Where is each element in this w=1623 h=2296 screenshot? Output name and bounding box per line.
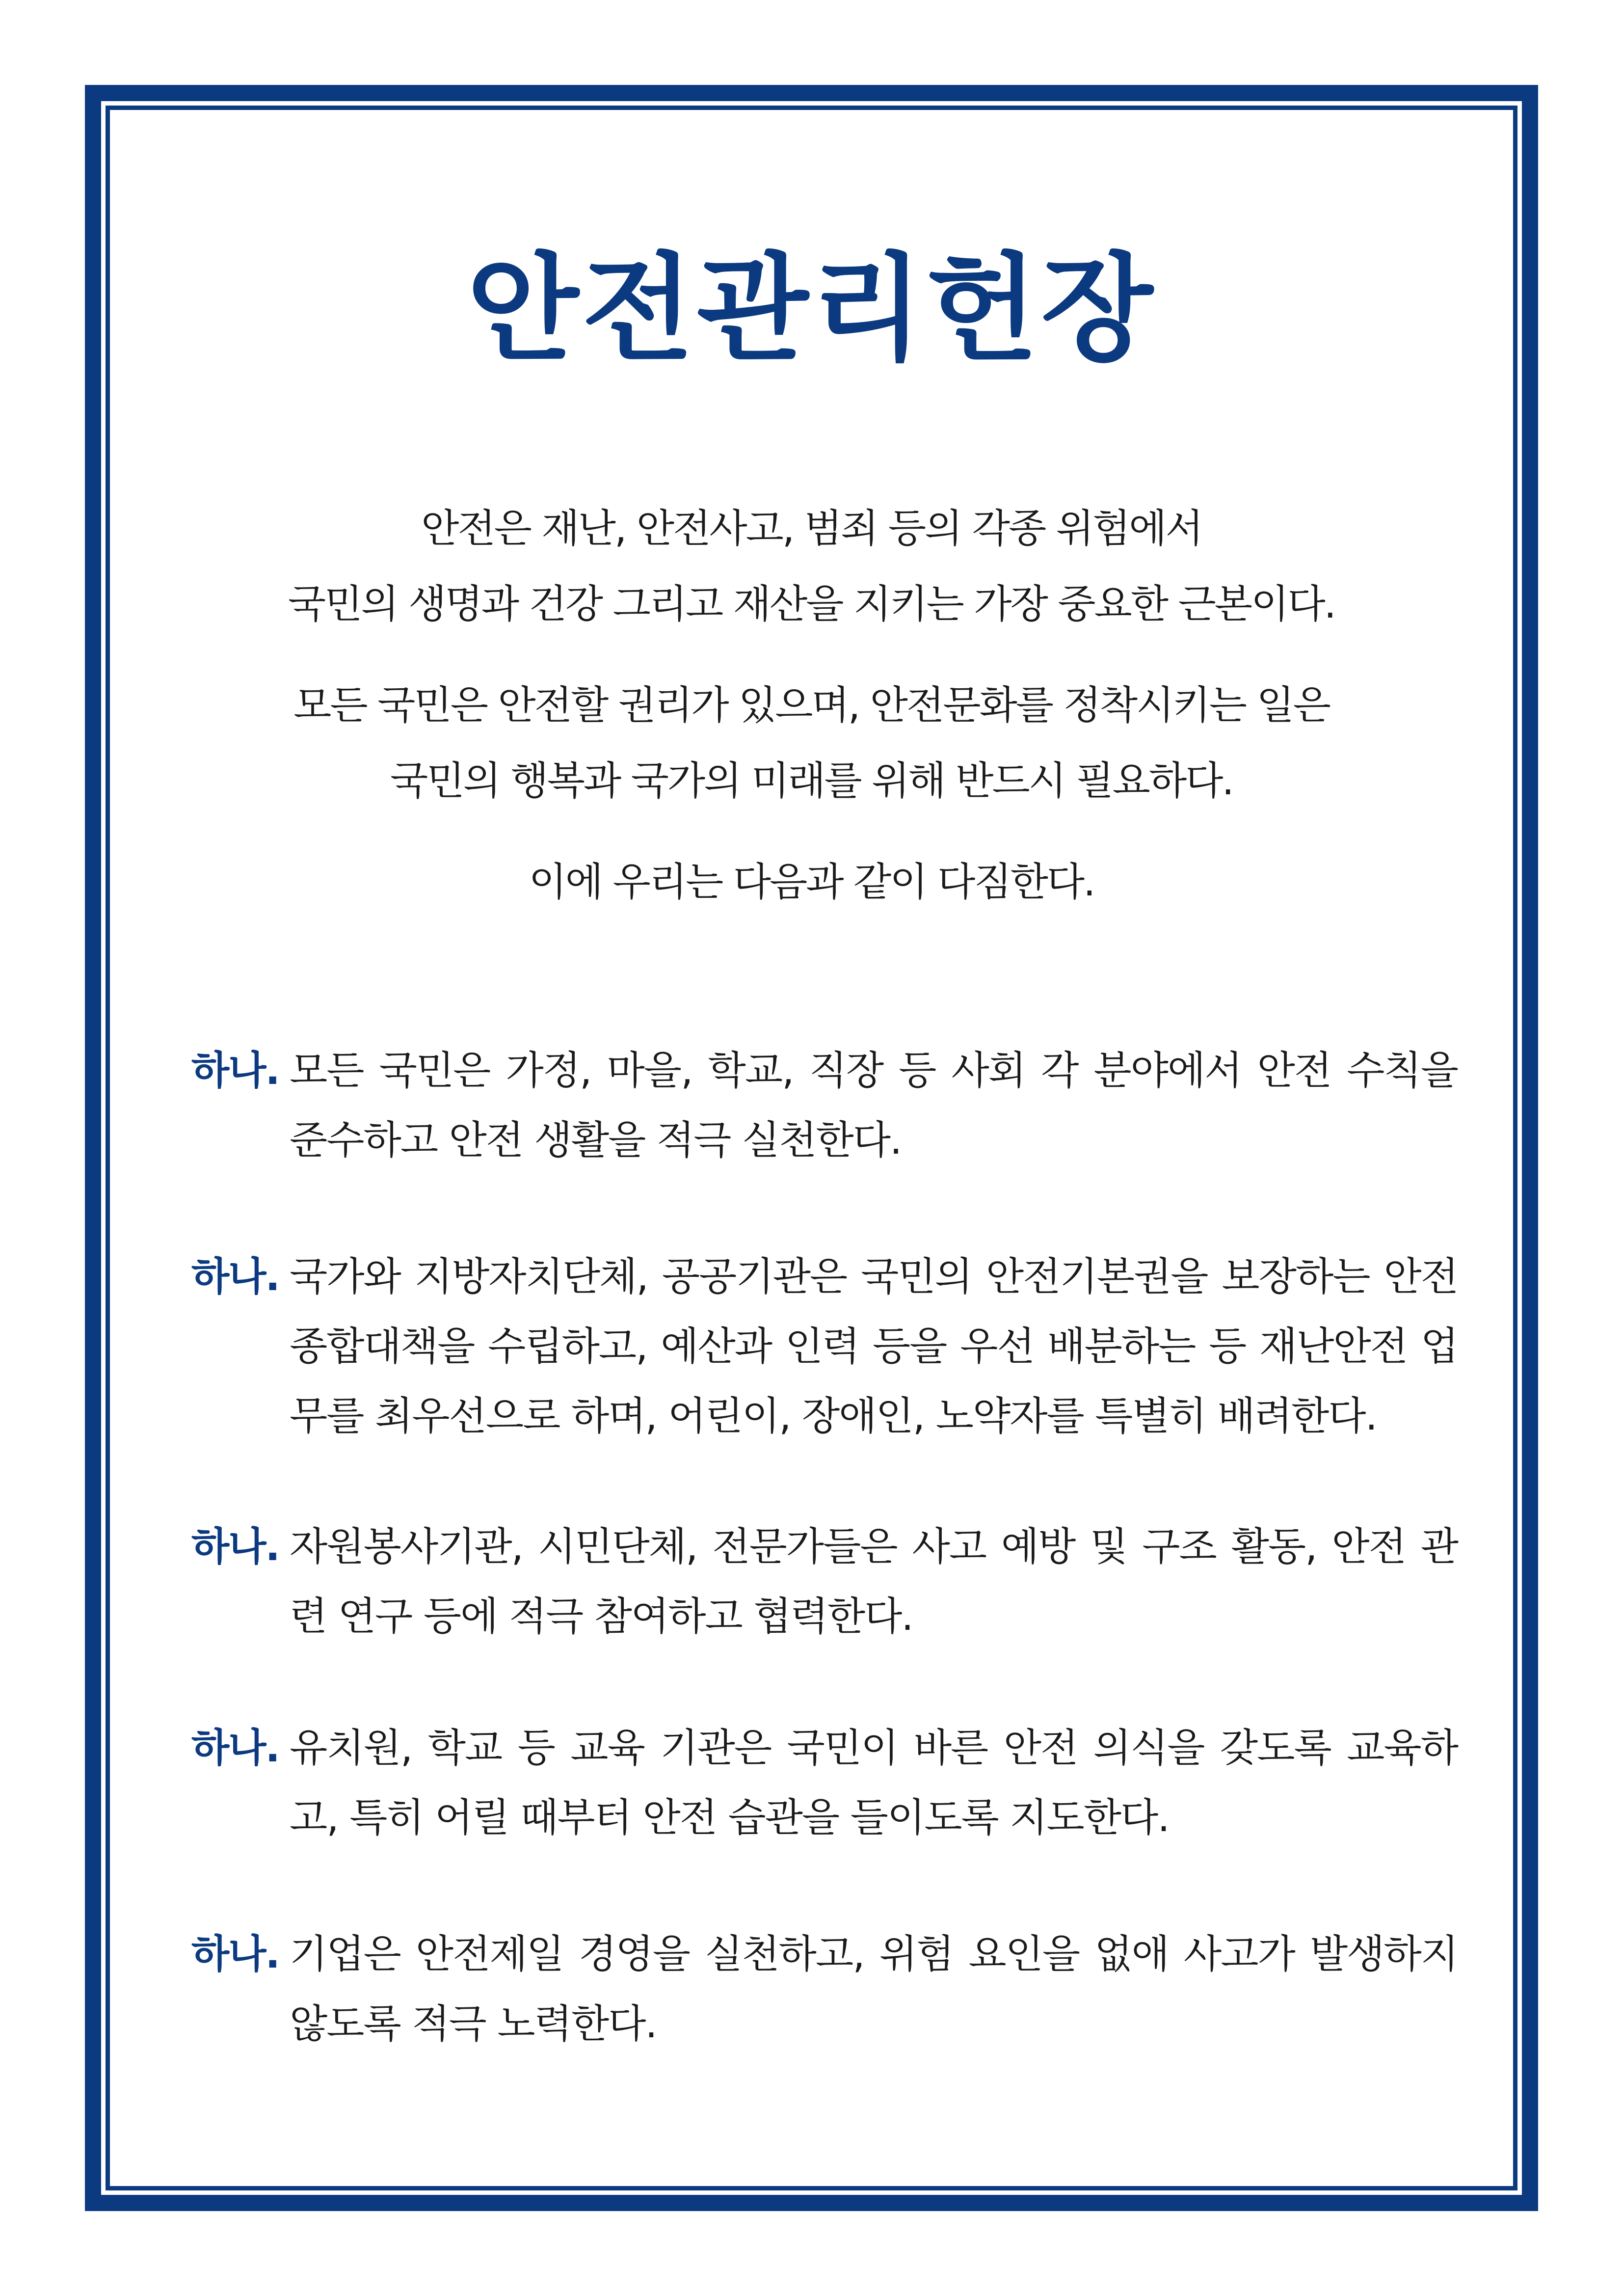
preamble-paragraph-3 (147, 844, 1476, 920)
pledge-text: 국가와 지방자치단체, 공공기관은 국민의 안전기본권을 보장하는 안전종합대책을 수립하고, 예산과 인력 등을 우선 배분하는 등 재난안전 업무를 최우선으로 하며, 어린이, 장애인, 노약자를 특별히 배려한다. (290, 1254, 1458, 1439)
pledge-text: 자원봉사기관, 시민단체, 전문가들은 사고 예방 및 구조 활동, 안전 관련 연구 등에 적극 참여하고 협력한다. (290, 1524, 1458, 1639)
pledge-marker: 하나. (191, 1524, 279, 1569)
pledge-marker: 하나. (191, 1048, 279, 1093)
preamble-line: 안전은 재난, 안전사고, 범죄 등의 각종 위험에서 (421, 506, 1202, 551)
pledge-marker: 하나. (191, 1931, 279, 1977)
pledge-item-5 (191, 1919, 1458, 2059)
pledge-item-1 (191, 1036, 1458, 1175)
preamble-line: 국민의 행복과 국가의 미래를 위해 반드시 필요하다. (390, 758, 1233, 804)
pledge-item-3 (191, 1512, 1458, 1651)
preamble-line: 이에 우리는 다음과 같이 다짐한다. (529, 859, 1094, 905)
pledge-item-4 (191, 1713, 1458, 1853)
pledge-marker: 하나. (191, 1254, 279, 1299)
pledge-text: 모든 국민은 가정, 마을, 학교, 직장 등 사회 각 분야에서 안전 수칙을 준수하고 안전 생활을 적극 실천한다. (290, 1048, 1458, 1163)
preamble-paragraph-2 (147, 668, 1476, 819)
pledge-text: 유치원, 학교 등 교육 기관은 국민이 바른 안전 의식을 갖도록 교육하고, 특히 어릴 때부터 안전 습관을 들이도록 지도한다. (290, 1725, 1458, 1840)
preamble-line: 국민의 생명과 건강 그리고 재산을 지키는 가장 중요한 근본이다. (288, 581, 1335, 627)
preamble-paragraph-1 (147, 491, 1476, 642)
pledge-text: 기업은 안전제일 경영을 실천하고, 위험 요인을 없애 사고가 발생하지 않도록 적극 노력한다. (290, 1931, 1458, 2047)
pledge-marker: 하나. (191, 1725, 279, 1771)
page-title: 안전관리헌장 (467, 242, 1156, 377)
preamble-line: 모든 국민은 안전할 권리가 있으며, 안전문화를 정착시키는 일은 (293, 682, 1330, 728)
pledge-item-2 (191, 1242, 1458, 1451)
